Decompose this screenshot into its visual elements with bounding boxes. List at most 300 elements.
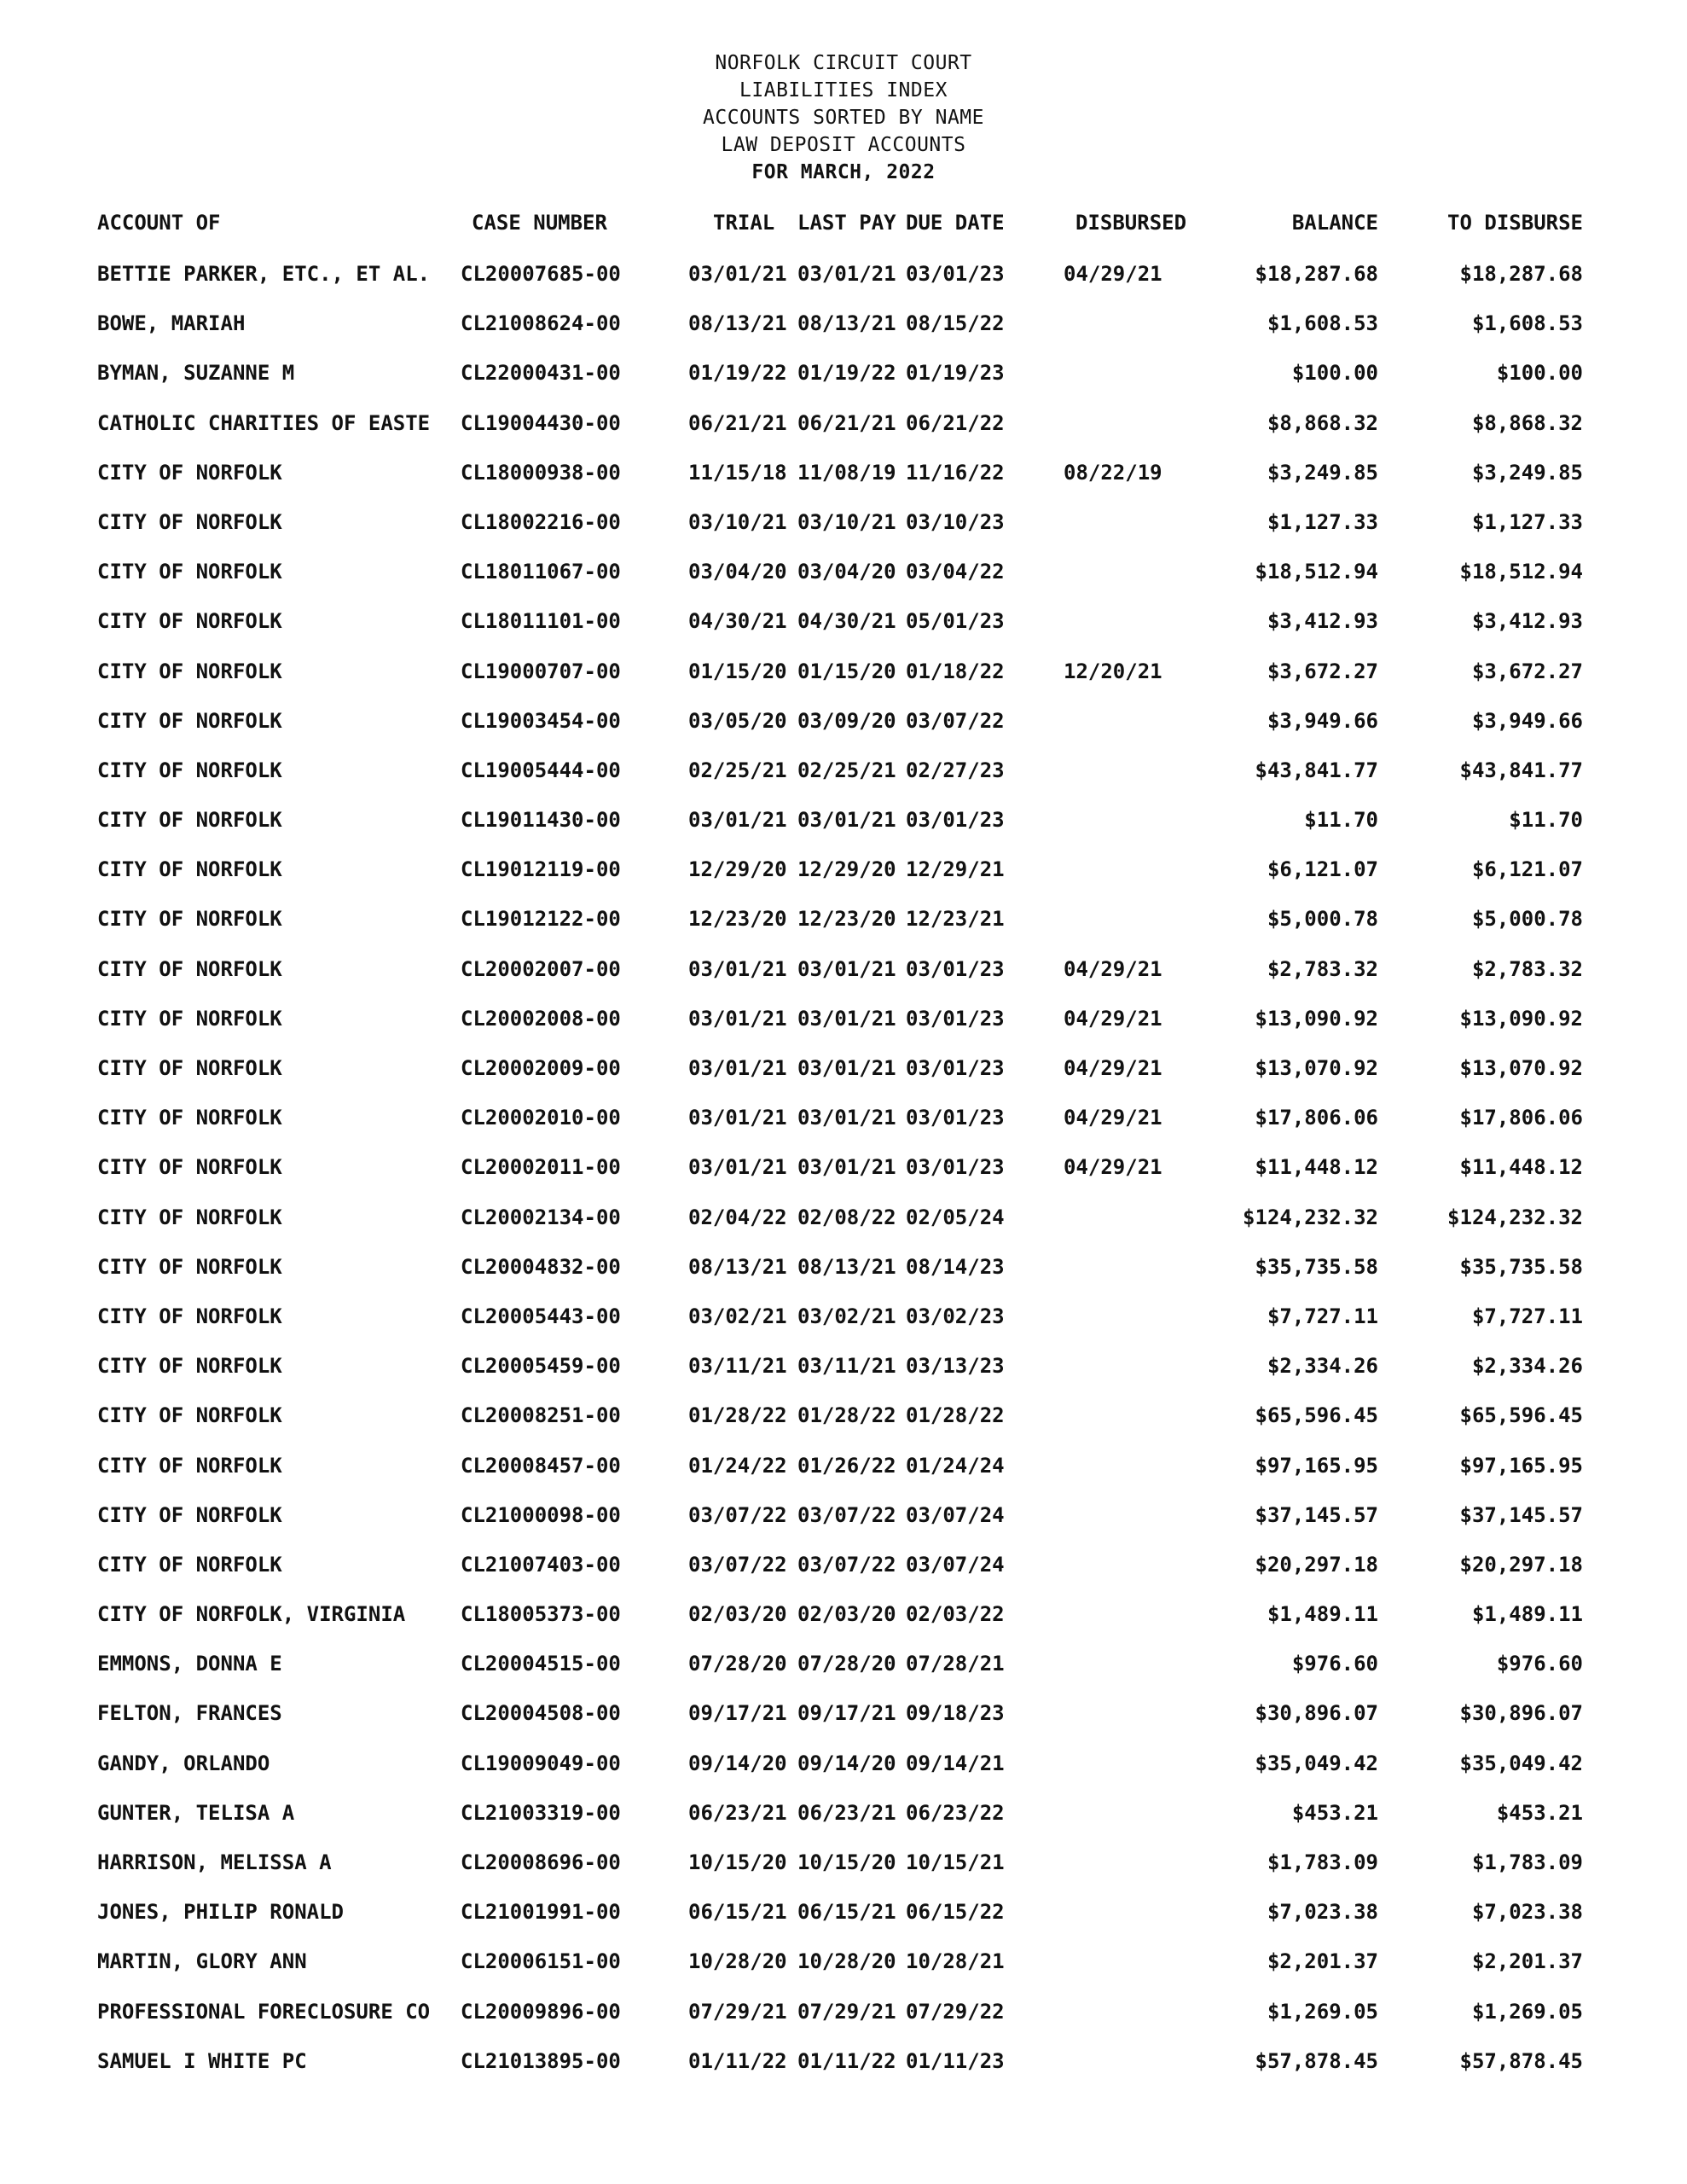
account-of-cell: MARTIN, GLORY ANN [97, 1949, 307, 1974]
account-of-cell: CITY OF NORFOLK [97, 758, 282, 782]
due-date-cell: 03/13/23 [906, 1354, 1005, 1379]
table-row [0, 2048, 1687, 2097]
balance-cell: $13,070.92 [1255, 1056, 1378, 1080]
trial-date-cell: 06/15/21 [688, 1900, 787, 1925]
due-date-cell: 12/29/21 [906, 857, 1005, 882]
case-number-cell: CL20008251-00 [461, 1403, 621, 1428]
account-of-cell: GUNTER, TELISA A [97, 1800, 295, 1825]
account-of-cell: CITY OF NORFOLK [97, 1155, 282, 1180]
to-disburse-cell: $124,232.32 [1447, 1205, 1583, 1229]
case-number-cell: CL19011430-00 [461, 808, 621, 833]
to-disburse-cell: $37,145.57 [1459, 1502, 1583, 1527]
to-disburse-cell: $6,121.07 [1471, 857, 1583, 882]
case-number-cell: CL20002007-00 [461, 956, 621, 981]
due-date-cell: 10/28/21 [906, 1949, 1005, 1974]
to-disburse-cell: $1,269.05 [1471, 1999, 1583, 2024]
trial-date-cell: 10/28/20 [688, 1949, 787, 1974]
case-number-cell: CL20006151-00 [461, 1949, 621, 1974]
due-date-cell: 06/21/22 [906, 410, 1005, 435]
due-date-cell: 11/16/22 [906, 460, 1005, 485]
last-pay-cell: 03/01/21 [797, 262, 896, 286]
account-of-cell: CITY OF NORFOLK, VIRGINIA [97, 1602, 406, 1627]
last-pay-cell: 06/15/21 [797, 1900, 896, 1925]
case-number-cell: CL21008624-00 [461, 311, 621, 336]
trial-date-cell: 02/25/21 [688, 758, 787, 782]
balance-cell: $13,090.92 [1255, 1006, 1378, 1031]
sort-description: ACCOUNTS SORTED BY NAME [703, 107, 984, 129]
trial-date-cell: 06/23/21 [688, 1800, 787, 1825]
due-date-cell: 08/14/23 [906, 1254, 1005, 1279]
due-date-cell: 09/14/21 [906, 1751, 1005, 1775]
trial-date-cell: 08/13/21 [688, 1254, 787, 1279]
case-number-cell: CL21013895-00 [461, 2048, 621, 2073]
trial-date-cell: 04/30/21 [688, 609, 787, 634]
to-disburse-cell: $7,023.38 [1471, 1900, 1583, 1925]
to-disburse-cell: $2,783.32 [1471, 956, 1583, 981]
trial-date-cell: 01/28/22 [688, 1403, 787, 1428]
table-row [0, 1750, 1687, 1799]
case-number-cell: CL20008696-00 [461, 1850, 621, 1874]
case-number-cell: CL18000938-00 [461, 460, 621, 485]
disbursed-cell: 04/29/21 [1064, 262, 1162, 286]
account-of-cell: CITY OF NORFOLK [97, 1056, 282, 1080]
account-of-cell: SAMUEL I WHITE PC [97, 2048, 307, 2073]
account-of-cell: CITY OF NORFOLK [97, 808, 282, 833]
table-row [0, 856, 1687, 905]
table-row [0, 558, 1687, 607]
last-pay-cell: 07/29/21 [797, 1999, 896, 2024]
case-number-cell: CL18005373-00 [461, 1602, 621, 1627]
case-number-cell: CL22000431-00 [461, 361, 621, 386]
trial-date-cell: 02/04/22 [688, 1205, 787, 1229]
to-disburse-cell: $3,672.27 [1471, 659, 1583, 683]
account-of-cell: CITY OF NORFOLK [97, 460, 282, 485]
account-type: LAW DEPOSIT ACCOUNTS [721, 134, 966, 156]
last-pay-cell: 03/02/21 [797, 1304, 896, 1328]
to-disburse-cell: $35,735.58 [1459, 1254, 1583, 1279]
account-of-cell: CITY OF NORFOLK [97, 1205, 282, 1229]
case-number-cell: CL19003454-00 [461, 708, 621, 733]
balance-cell: $3,412.93 [1267, 609, 1378, 634]
due-date-cell: 01/11/23 [906, 2048, 1005, 2073]
account-of-cell: CATHOLIC CHARITIES OF EASTE [97, 410, 431, 435]
trial-date-cell: 03/10/21 [688, 509, 787, 534]
case-number-cell: CL20002134-00 [461, 1205, 621, 1229]
table-row [0, 1699, 1687, 1749]
due-date-cell: 02/03/22 [906, 1602, 1005, 1627]
table-row [0, 1502, 1687, 1551]
due-date-cell: 03/01/23 [906, 262, 1005, 286]
account-of-cell: CITY OF NORFOLK [97, 1254, 282, 1279]
last-pay-cell: 01/15/20 [797, 659, 896, 683]
trial-date-cell: 08/13/21 [688, 311, 787, 336]
account-of-cell: FELTON, FRANCES [97, 1701, 282, 1726]
account-of-cell: CITY OF NORFOLK [97, 907, 282, 932]
table-row [0, 658, 1687, 707]
header-due-date: DUE DATE [906, 211, 1005, 235]
court-name: NORFOLK CIRCUIT COURT [715, 52, 972, 74]
case-number-cell: CL18011067-00 [461, 560, 621, 584]
last-pay-cell: 03/10/21 [797, 509, 896, 534]
to-disburse-cell: $17,806.06 [1459, 1106, 1583, 1130]
table-row [0, 1303, 1687, 1352]
case-number-cell: CL20002010-00 [461, 1106, 621, 1130]
due-date-cell: 06/23/22 [906, 1800, 1005, 1825]
case-number-cell: CL21001991-00 [461, 1900, 621, 1925]
to-disburse-cell: $8,868.32 [1471, 410, 1583, 435]
due-date-cell: 05/01/23 [906, 609, 1005, 634]
due-date-cell: 02/05/24 [906, 1205, 1005, 1229]
to-disburse-cell: $2,334.26 [1471, 1354, 1583, 1379]
disbursed-cell: 04/29/21 [1064, 1056, 1162, 1080]
last-pay-cell: 02/08/22 [797, 1205, 896, 1229]
to-disburse-cell: $3,412.93 [1471, 609, 1583, 634]
balance-cell: $17,806.06 [1255, 1106, 1378, 1130]
balance-cell: $43,841.77 [1255, 758, 1378, 782]
balance-cell: $35,049.42 [1255, 1751, 1378, 1775]
last-pay-cell: 09/14/20 [797, 1751, 896, 1775]
last-pay-cell: 01/28/22 [797, 1403, 896, 1428]
due-date-cell: 02/27/23 [906, 758, 1005, 782]
table-row [0, 1352, 1687, 1402]
last-pay-cell: 06/23/21 [797, 1800, 896, 1825]
case-number-cell: CL19000707-00 [461, 659, 621, 683]
balance-cell: $35,735.58 [1255, 1254, 1378, 1279]
due-date-cell: 12/23/21 [906, 907, 1005, 932]
account-of-cell: CITY OF NORFOLK [97, 1106, 282, 1130]
last-pay-cell: 06/21/21 [797, 410, 896, 435]
last-pay-cell: 01/11/22 [797, 2048, 896, 2073]
case-number-cell: CL20002009-00 [461, 1056, 621, 1080]
trial-date-cell: 10/15/20 [688, 1850, 787, 1874]
trial-date-cell: 03/01/21 [688, 808, 787, 833]
case-number-cell: CL19004430-00 [461, 410, 621, 435]
balance-cell: $7,023.38 [1267, 1900, 1378, 1925]
trial-date-cell: 09/17/21 [688, 1701, 787, 1726]
last-pay-cell: 09/17/21 [797, 1701, 896, 1726]
to-disburse-cell: $57,878.45 [1459, 2048, 1583, 2073]
last-pay-cell: 03/01/21 [797, 956, 896, 981]
due-date-cell: 03/01/23 [906, 956, 1005, 981]
account-of-cell: CITY OF NORFOLK [97, 1006, 282, 1031]
balance-cell: $7,727.11 [1267, 1304, 1378, 1328]
due-date-cell: 01/24/24 [906, 1453, 1005, 1478]
last-pay-cell: 04/30/21 [797, 609, 896, 634]
balance-cell: $1,489.11 [1267, 1602, 1378, 1627]
table-row [0, 459, 1687, 508]
last-pay-cell: 08/13/21 [797, 1254, 896, 1279]
last-pay-cell: 03/11/21 [797, 1354, 896, 1379]
trial-date-cell: 03/01/21 [688, 262, 787, 286]
report-header [0, 49, 1687, 186]
header-balance: BALANCE [1291, 211, 1378, 235]
account-of-cell: CITY OF NORFOLK [97, 1403, 282, 1428]
balance-cell: $37,145.57 [1255, 1502, 1378, 1527]
to-disburse-cell: $976.60 [1496, 1652, 1583, 1676]
balance-cell: $2,334.26 [1267, 1354, 1378, 1379]
to-disburse-cell: $1,783.09 [1471, 1850, 1583, 1874]
trial-date-cell: 01/19/22 [688, 361, 787, 386]
last-pay-cell: 03/09/20 [797, 708, 896, 733]
account-of-cell: JONES, PHILIP RONALD [97, 1900, 344, 1925]
trial-date-cell: 03/07/22 [688, 1502, 787, 1527]
report-period: FOR MARCH, 2022 [751, 161, 936, 183]
table-row [0, 1849, 1687, 1898]
account-of-cell: GANDY, ORLANDO [97, 1751, 270, 1775]
disbursed-cell: 04/29/21 [1064, 956, 1162, 981]
to-disburse-cell: $35,049.42 [1459, 1751, 1583, 1775]
last-pay-cell: 03/01/21 [797, 1106, 896, 1130]
balance-cell: $30,896.07 [1255, 1701, 1378, 1726]
table-row [0, 1948, 1687, 1997]
table-row [0, 1204, 1687, 1253]
column-headers [0, 209, 1687, 240]
to-disburse-cell: $3,249.85 [1471, 460, 1583, 485]
account-of-cell: CITY OF NORFOLK [97, 609, 282, 634]
table-row [0, 707, 1687, 757]
trial-date-cell: 12/23/20 [688, 907, 787, 932]
account-of-cell: HARRISON, MELISSA A [97, 1850, 332, 1874]
balance-cell: $1,783.09 [1267, 1850, 1378, 1874]
trial-date-cell: 03/05/20 [688, 708, 787, 733]
last-pay-cell: 03/01/21 [797, 808, 896, 833]
account-of-cell: EMMONS, DONNA E [97, 1652, 282, 1676]
to-disburse-cell: $3,949.66 [1471, 708, 1583, 733]
balance-cell: $1,608.53 [1267, 311, 1378, 336]
last-pay-cell: 12/23/20 [797, 907, 896, 932]
case-number-cell: CL20004515-00 [461, 1652, 621, 1676]
account-of-cell: CITY OF NORFOLK [97, 1502, 282, 1527]
table-row [0, 1452, 1687, 1502]
to-disburse-cell: $97,165.95 [1459, 1453, 1583, 1478]
to-disburse-cell: $7,727.11 [1471, 1304, 1583, 1328]
disbursed-cell: 08/22/19 [1064, 460, 1162, 485]
to-disburse-cell: $30,896.07 [1459, 1701, 1583, 1726]
case-number-cell: CL19009049-00 [461, 1751, 621, 1775]
trial-date-cell: 09/14/20 [688, 1751, 787, 1775]
balance-cell: $18,512.94 [1255, 560, 1378, 584]
case-number-cell: CL20002008-00 [461, 1006, 621, 1031]
table-row [0, 1005, 1687, 1054]
balance-cell: $453.21 [1291, 1800, 1378, 1825]
due-date-cell: 10/15/21 [906, 1850, 1005, 1874]
to-disburse-cell: $1,489.11 [1471, 1602, 1583, 1627]
table-row [0, 607, 1687, 657]
trial-date-cell: 01/15/20 [688, 659, 787, 683]
due-date-cell: 08/15/22 [906, 311, 1005, 336]
last-pay-cell: 03/01/21 [797, 1056, 896, 1080]
account-of-cell: BYMAN, SUZANNE M [97, 361, 295, 386]
balance-cell: $97,165.95 [1255, 1453, 1378, 1478]
last-pay-cell: 01/26/22 [797, 1453, 896, 1478]
trial-date-cell: 01/11/22 [688, 2048, 787, 2073]
to-disburse-cell: $43,841.77 [1459, 758, 1583, 782]
account-of-cell: CITY OF NORFOLK [97, 956, 282, 981]
to-disburse-cell: $11,448.12 [1459, 1155, 1583, 1180]
disbursed-cell: 04/29/21 [1064, 1155, 1162, 1180]
balance-cell: $1,269.05 [1267, 1999, 1378, 2024]
account-of-cell: CITY OF NORFOLK [97, 1453, 282, 1478]
due-date-cell: 03/02/23 [906, 1304, 1005, 1328]
table-row [0, 1104, 1687, 1153]
to-disburse-cell: $1,127.33 [1471, 509, 1583, 534]
trial-date-cell: 06/21/21 [688, 410, 787, 435]
accounts-table [0, 260, 1687, 2097]
due-date-cell: 07/29/22 [906, 1999, 1005, 2024]
due-date-cell: 03/01/23 [906, 1155, 1005, 1180]
account-of-cell: CITY OF NORFOLK [97, 1304, 282, 1328]
case-number-cell: CL20002011-00 [461, 1155, 621, 1180]
due-date-cell: 03/01/23 [906, 1006, 1005, 1031]
last-pay-cell: 08/13/21 [797, 311, 896, 336]
balance-cell: $976.60 [1291, 1652, 1378, 1676]
table-row [0, 1600, 1687, 1650]
due-date-cell: 03/01/23 [906, 1106, 1005, 1130]
last-pay-cell: 12/29/20 [797, 857, 896, 882]
to-disburse-cell: $453.21 [1496, 1800, 1583, 1825]
table-row [0, 310, 1687, 359]
to-disburse-cell: $1,608.53 [1471, 311, 1583, 336]
case-number-cell: CL21007403-00 [461, 1552, 621, 1577]
trial-date-cell: 07/29/21 [688, 1999, 787, 2024]
to-disburse-cell: $18,287.68 [1459, 262, 1583, 286]
trial-date-cell: 03/01/21 [688, 1106, 787, 1130]
account-of-cell: CITY OF NORFOLK [97, 708, 282, 733]
last-pay-cell: 03/07/22 [797, 1552, 896, 1577]
to-disburse-cell: $5,000.78 [1471, 907, 1583, 932]
to-disburse-cell: $20,297.18 [1459, 1552, 1583, 1577]
last-pay-cell: 03/01/21 [797, 1006, 896, 1031]
table-row [0, 1898, 1687, 1948]
table-row [0, 1799, 1687, 1849]
balance-cell: $3,672.27 [1267, 659, 1378, 683]
case-number-cell: CL20005459-00 [461, 1354, 621, 1379]
case-number-cell: CL20005443-00 [461, 1304, 621, 1328]
to-disburse-cell: $13,090.92 [1459, 1006, 1583, 1031]
table-row [0, 410, 1687, 459]
account-of-cell: BETTIE PARKER, ETC., ET AL. [97, 262, 431, 286]
balance-cell: $124,232.32 [1243, 1205, 1378, 1229]
account-of-cell: PROFESSIONAL FORECLOSURE CO [97, 1999, 431, 2024]
balance-cell: $2,201.37 [1267, 1949, 1378, 1974]
case-number-cell: CL20007685-00 [461, 262, 621, 286]
case-number-cell: CL18002216-00 [461, 509, 621, 534]
balance-cell: $20,297.18 [1255, 1552, 1378, 1577]
due-date-cell: 03/04/22 [906, 560, 1005, 584]
case-number-cell: CL19012122-00 [461, 907, 621, 932]
header-disbursed: DISBURSED [1075, 211, 1187, 235]
due-date-cell: 01/19/23 [906, 361, 1005, 386]
last-pay-cell: 02/03/20 [797, 1602, 896, 1627]
case-number-cell: CL20004832-00 [461, 1254, 621, 1279]
case-number-cell: CL18011101-00 [461, 609, 621, 634]
last-pay-cell: 03/04/20 [797, 560, 896, 584]
account-of-cell: CITY OF NORFOLK [97, 659, 282, 683]
table-row [0, 260, 1687, 310]
balance-cell: $8,868.32 [1267, 410, 1378, 435]
due-date-cell: 06/15/22 [906, 1900, 1005, 1925]
table-row [0, 1998, 1687, 2048]
due-date-cell: 03/10/23 [906, 509, 1005, 534]
balance-cell: $18,287.68 [1255, 262, 1378, 286]
trial-date-cell: 02/03/20 [688, 1602, 787, 1627]
due-date-cell: 01/18/22 [906, 659, 1005, 683]
case-number-cell: CL20004508-00 [461, 1701, 621, 1726]
header-trial: TRIAL [713, 211, 775, 235]
table-row [0, 508, 1687, 558]
table-row [0, 359, 1687, 409]
balance-cell: $5,000.78 [1267, 907, 1378, 932]
case-number-cell: CL20009896-00 [461, 1999, 621, 2024]
header-to-disburse: TO DISBURSE [1447, 211, 1583, 235]
trial-date-cell: 03/07/22 [688, 1552, 787, 1577]
trial-date-cell: 03/01/21 [688, 956, 787, 981]
due-date-cell: 03/01/23 [906, 1056, 1005, 1080]
balance-cell: $100.00 [1291, 361, 1378, 386]
account-of-cell: CITY OF NORFOLK [97, 857, 282, 882]
last-pay-cell: 07/28/20 [797, 1652, 896, 1676]
disbursed-cell: 12/20/21 [1064, 659, 1162, 683]
balance-cell: $57,878.45 [1255, 2048, 1378, 2073]
due-date-cell: 03/01/23 [906, 808, 1005, 833]
last-pay-cell: 01/19/22 [797, 361, 896, 386]
header-last-pay: LAST PAY [797, 211, 896, 235]
balance-cell: $1,127.33 [1267, 509, 1378, 534]
to-disburse-cell: $65,596.45 [1459, 1403, 1583, 1428]
trial-date-cell: 07/28/20 [688, 1652, 787, 1676]
to-disburse-cell: $100.00 [1496, 361, 1583, 386]
last-pay-cell: 03/01/21 [797, 1155, 896, 1180]
disbursed-cell: 04/29/21 [1064, 1106, 1162, 1130]
trial-date-cell: 03/02/21 [688, 1304, 787, 1328]
table-row [0, 956, 1687, 1005]
table-row [0, 757, 1687, 806]
balance-cell: $11.70 [1304, 808, 1378, 833]
due-date-cell: 09/18/23 [906, 1701, 1005, 1726]
header-account-of: ACCOUNT OF [97, 211, 221, 235]
balance-cell: $65,596.45 [1255, 1403, 1378, 1428]
trial-date-cell: 01/24/22 [688, 1453, 787, 1478]
table-row [0, 905, 1687, 955]
case-number-cell: CL20008457-00 [461, 1453, 621, 1478]
last-pay-cell: 02/25/21 [797, 758, 896, 782]
last-pay-cell: 11/08/19 [797, 460, 896, 485]
case-number-cell: CL21003319-00 [461, 1800, 621, 1825]
account-of-cell: CITY OF NORFOLK [97, 1552, 282, 1577]
table-row [0, 1253, 1687, 1303]
due-date-cell: 03/07/24 [906, 1552, 1005, 1577]
trial-date-cell: 12/29/20 [688, 857, 787, 882]
trial-date-cell: 03/04/20 [688, 560, 787, 584]
to-disburse-cell: $11.70 [1509, 808, 1583, 833]
account-of-cell: CITY OF NORFOLK [97, 560, 282, 584]
balance-cell: $6,121.07 [1267, 857, 1378, 882]
account-of-cell: CITY OF NORFOLK [97, 509, 282, 534]
disbursed-cell: 04/29/21 [1064, 1006, 1162, 1031]
table-row [0, 1650, 1687, 1699]
account-of-cell: BOWE, MARIAH [97, 311, 246, 336]
table-row [0, 1402, 1687, 1451]
trial-date-cell: 11/15/18 [688, 460, 787, 485]
last-pay-cell: 10/28/20 [797, 1949, 896, 1974]
due-date-cell: 03/07/24 [906, 1502, 1005, 1527]
table-row [0, 806, 1687, 856]
to-disburse-cell: $2,201.37 [1471, 1949, 1583, 1974]
case-number-cell: CL19012119-00 [461, 857, 621, 882]
balance-cell: $11,448.12 [1255, 1155, 1378, 1180]
table-row [0, 1054, 1687, 1104]
account-of-cell: CITY OF NORFOLK [97, 1354, 282, 1379]
